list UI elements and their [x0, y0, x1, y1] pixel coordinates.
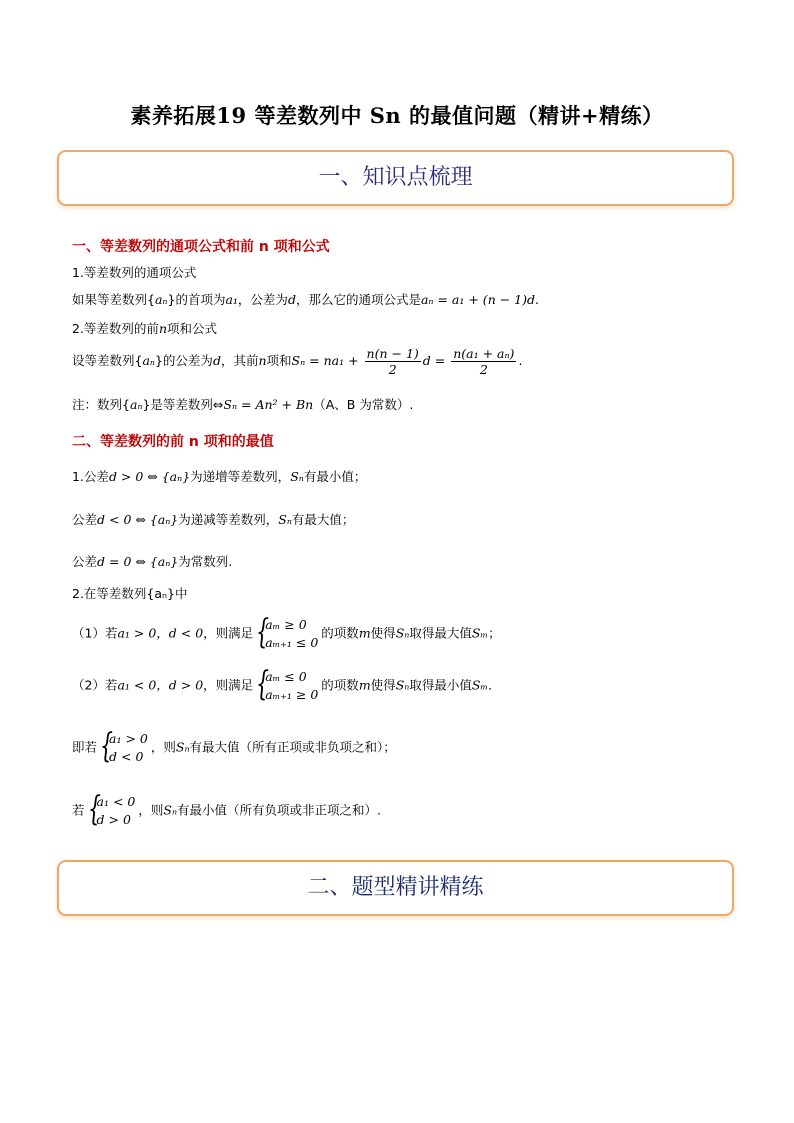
banner-label: 二、题型精讲精练: [307, 875, 484, 900]
banner-label: 一、知识点梳理: [318, 165, 473, 190]
extrema-line-2: 公差d < 0 ⇔ {aₙ}为递减等差数列，Sₙ有最大值；: [72, 512, 355, 527]
section-heading-extrema: 二、等差数列的前 n 项和的最值: [72, 434, 274, 450]
page-title: 素养拓展19 等差数列中 Sn 的最值问题（精讲+精练）: [130, 103, 664, 128]
section-heading-formulas: 一、等差数列的通项公式和前 n 项和公式: [72, 239, 330, 255]
note-line: 注：数列{aₙ}是等差数列⇔Sₙ = An² + Bn（A、B 为常数）.: [72, 397, 414, 412]
summary-1: 即若 { a₁ > 0 d < 0 ，则Sₙ有最大值（所有正项或非负项之和）；: [72, 726, 396, 766]
system-brace-4: { a₁ < 0 d > 0: [87, 789, 136, 829]
fraction-2: $\frac{\text{n(a₁ + aₙ)}}{2}$: [453, 346, 515, 377]
fraction-1: $\frac{n(n - 1)}{2}$: [366, 346, 419, 377]
case-1: （1）若a₁ > 0，d < 0，则满足 { aₘ ≥ 0 aₘ₊₁ ≤ 0 的项数m使得Sₙ取得最大值Sₘ；: [72, 612, 501, 652]
summary-2: 若 { a₁ < 0 d > 0 ，则Sₙ有最小值（所有负项或非正项之和）.: [72, 789, 381, 829]
system-brace-2: { aₘ ≤ 0 aₘ₊₁ ≥ 0: [256, 664, 319, 704]
item1-text: 如果等差数列{aₙ}的首项为a₁，公差为d，那么它的通项公式是aₙ = a₁ + (n − 1)d.: [72, 292, 539, 307]
extrema-line-1: 1.公差d > 0 ⇔ {aₙ}为递增等差数列，Sₙ有最小值；: [72, 469, 367, 484]
section-banner-knowledge: [57, 150, 734, 206]
extrema-line-3: 公差d = 0 ⇔ {aₙ}为常数列.: [72, 554, 233, 569]
case-2: （2）若a₁ < 0，d > 0，则满足 { aₘ ≤ 0 aₘ₊₁ ≥ 0 的项数m使得Sₙ取得最小值Sₘ.: [72, 664, 493, 704]
extrema-line-4: 2.在等差数列{aₙ}中: [72, 586, 188, 601]
section-banner-practice: [57, 860, 734, 916]
item1-title: 1.等差数列的通项公式: [72, 265, 197, 280]
system-brace-3: { a₁ > 0 d < 0: [100, 726, 148, 766]
system-brace-1: { aₘ ≥ 0 aₘ₊₁ ≤ 0: [256, 612, 319, 652]
item2-title: 2.等差数列的前n项和公式: [72, 321, 218, 336]
item2-text: 设等差数列{aₙ}的公差为d，其前n项和Sₙ = na₁ + $\frac{n(n - 1)}{2}$ d = $\frac{\text{n(a₁ + aₙ)}}{2}$ .: [72, 346, 523, 377]
